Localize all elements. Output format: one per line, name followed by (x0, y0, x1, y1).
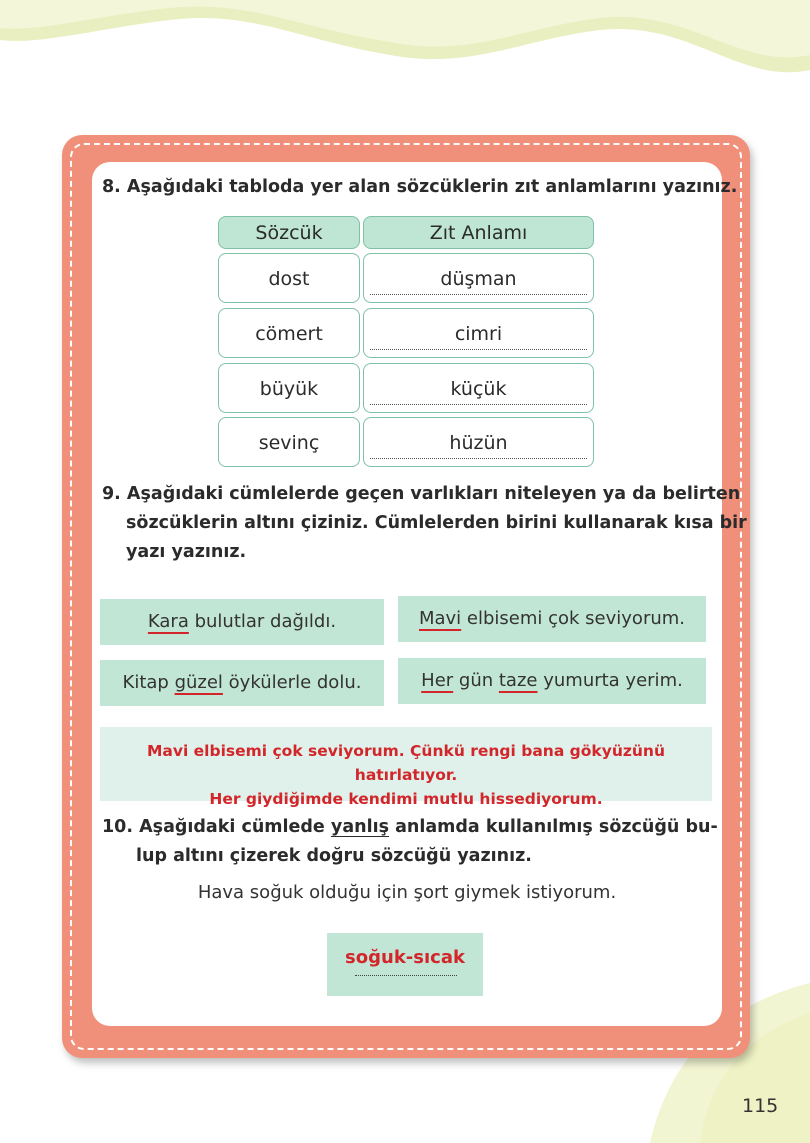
sentence-box (398, 658, 706, 704)
underlined-word: taze (498, 670, 538, 691)
word-text: dost (268, 268, 310, 290)
question-10-line-2: lup altını çizerek doğru sözcüğü yazınız. (136, 846, 532, 866)
table-cell-opposite[interactable] (363, 253, 594, 303)
question-8-text: Aşağıdaki tabloda yer alan sözcüklerin zıt anlamlarını yazınız. (126, 177, 738, 197)
q9-answer-line-2: Her giydiğimde kendimi mutlu hissediyorum. (209, 790, 603, 808)
question-10-number: 10. (102, 817, 134, 837)
question-8-number: 8. (102, 177, 121, 197)
table-header-opposite: Zıt Anlamı (363, 216, 594, 249)
page-number: 115 (742, 1095, 779, 1117)
word-text: cömert (255, 323, 323, 345)
underlined-word: Her (421, 670, 454, 691)
sentence-box (398, 596, 706, 642)
table-cell-opposite[interactable] (363, 308, 594, 358)
question-9-line-2: sözcüklerin altını çiziniz. Cümlelerden birini kullanarak kısa bir (126, 513, 747, 533)
table-cell-opposite[interactable] (363, 363, 594, 413)
question-10-text: anlamda kullanılmış sözcüğü bu- (389, 817, 718, 837)
top-wave-decoration (0, 0, 810, 120)
underlined-word: Kara (147, 611, 189, 632)
q9-answer-line-1: Mavi elbisemi çok seviyorum. Çünkü rengi bana gökyüzünü hatırlatıyor. (146, 742, 666, 784)
question-10-underlined: yanlış (330, 817, 389, 837)
sentence-box (100, 599, 384, 645)
sentence-text: Kitap (122, 672, 175, 693)
sentence-text: öykülerle dolu. (222, 672, 362, 693)
table-cell-word (218, 417, 360, 467)
q10-answer-box[interactable] (327, 933, 483, 996)
table-cell-opposite[interactable] (363, 417, 594, 467)
underlined-word: güzel (174, 672, 223, 693)
question-9-number: 9. (102, 484, 121, 504)
question-9 (102, 480, 747, 567)
opposite-answer: cimri (454, 323, 503, 345)
table-cell-word (218, 253, 360, 303)
q10-sentence: Hava soğuk olduğu için şort giymek istiyorum. (197, 882, 617, 903)
question-10-text: Aşağıdaki cümlede (139, 817, 331, 837)
sentence-box (100, 660, 384, 706)
sentence-text: gün (453, 670, 499, 691)
table-cell-word (218, 308, 360, 358)
sentence-text: yumurta yerim. (537, 670, 683, 691)
sentence-text: elbisemi çok seviyorum. (461, 608, 686, 629)
question-9-line-3: yazı yazınız. (126, 542, 247, 562)
opposite-answer: küçük (450, 378, 507, 400)
sentence-text: bulutlar dağıldı. (188, 611, 337, 632)
table-header-word: Sözcük (218, 216, 360, 249)
underlined-word: Mavi (418, 608, 462, 629)
question-9-line-1: Aşağıdaki cümlelerde geçen varlıkları niteleyen ya da belirten (126, 484, 741, 504)
question-8 (102, 173, 737, 202)
table-cell-word (218, 363, 360, 413)
word-text: büyük (259, 378, 319, 400)
opposite-answer: düşman (440, 268, 517, 290)
q9-answer-box[interactable] (100, 727, 712, 808)
opposite-answer: hüzün (449, 432, 508, 454)
q10-answer: soğuk-sıcak (345, 947, 465, 968)
question-10 (102, 813, 718, 871)
word-text: sevinç (258, 432, 320, 454)
